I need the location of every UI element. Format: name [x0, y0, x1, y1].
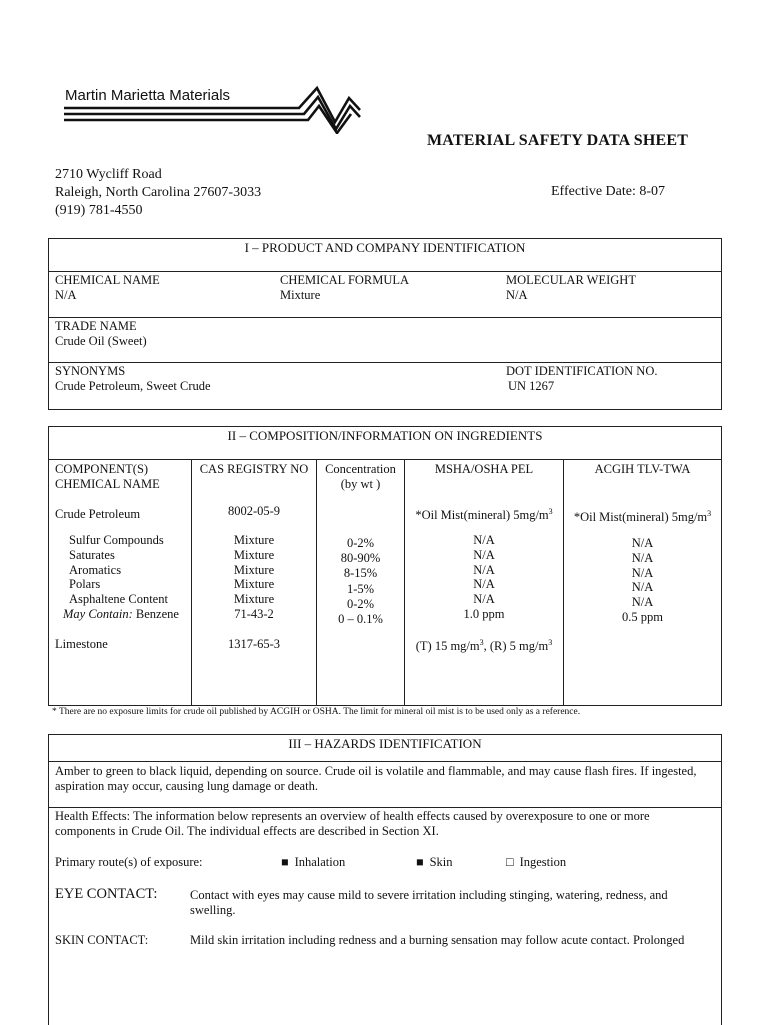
component-name: Aromatics	[69, 562, 122, 577]
unchecked-box-icon: □	[506, 855, 514, 869]
component-concentration: 80-90%	[340, 551, 381, 566]
crude-petroleum-cas: 8002-05-9	[227, 504, 281, 518]
address-city: Raleigh, North Carolina 27607-3033	[55, 185, 262, 200]
concentration-unit-header: (by wt )	[340, 477, 381, 491]
component-name-benzene: May Contain: Benzene	[63, 606, 179, 621]
component-pel: N/A	[473, 562, 495, 577]
eye-contact-line: Contact with eyes may cause mild to severe irritation including stinging, watering, redness, and	[190, 888, 668, 902]
pel-header: MSHA/OSHA PEL	[434, 462, 534, 476]
component-tlv: N/A	[631, 565, 654, 580]
molecular-weight-label: MOLECULAR WEIGHT	[506, 273, 636, 287]
chemical-name-value: N/A	[55, 288, 77, 302]
component-cas: 71-43-2	[234, 606, 274, 621]
molecular-weight-value: N/A	[506, 288, 528, 302]
component-cas: Mixture	[233, 562, 275, 577]
company-address	[55, 166, 261, 220]
chemical-name-header: CHEMICAL NAME	[55, 477, 160, 491]
component-concentration: 8-15%	[343, 566, 378, 581]
dot-id-label: DOT IDENTIFICATION NO.	[506, 364, 658, 378]
limestone-pel: (T) 15 $mg/m^3$, (R) 5 $mg/m^3$	[415, 638, 553, 654]
eye-contact-label: EYE CONTACT:	[55, 886, 158, 902]
component-tlv: 0.5 ppm	[622, 609, 663, 624]
synonyms-label: SYNONYMS	[55, 364, 126, 378]
hazard-description-line: aspiration may occur, causing lung damage or death.	[55, 779, 318, 793]
checked-box-icon: ■	[281, 855, 289, 869]
component-cas: Mixture	[233, 577, 275, 592]
component-concentration: 0 – 0.1%	[338, 612, 383, 627]
component-cas: Mixture	[233, 547, 275, 562]
dot-id-value: UN 1267	[508, 379, 555, 393]
component-name: Polars	[69, 577, 101, 592]
limestone-name: Limestone	[55, 637, 108, 651]
address-phone: (919) 781-4550	[55, 203, 143, 218]
section-1-heading: I – PRODUCT AND COMPANY IDENTIFICATION	[244, 240, 526, 255]
component-name: Asphaltene Content	[69, 592, 168, 607]
eye-contact-line: swelling.	[190, 903, 236, 917]
tlv-header: ACGIH TLV-TWA	[594, 462, 691, 476]
component-header: COMPONENT(S)	[55, 462, 149, 476]
chemical-name-label: CHEMICAL NAME	[55, 273, 160, 287]
component-pel: N/A	[473, 592, 495, 607]
component-cas: Mixture	[233, 592, 275, 607]
cas-header: CAS REGISTRY NO	[199, 462, 309, 476]
component-pel: N/A	[473, 577, 495, 592]
company-name: Martin Marietta Materials	[65, 87, 231, 104]
health-effects-line: components in Crude Oil. The individual effects are described in Section XI.	[55, 824, 439, 838]
component-pel: 1.0 ppm	[463, 606, 505, 621]
document-title: MATERIAL SAFETY DATA SHEET	[427, 132, 689, 149]
component-cas: Mixture	[233, 533, 275, 547]
component-tlv: N/A	[631, 580, 654, 595]
exposure-footnote: * There are no exposure limits for crude oil published by ACGIH or OSHA. The limit for mineral oil mist is to be used only as a reference.	[52, 707, 581, 717]
concentration-header: Concentration	[325, 462, 396, 476]
route-ingestion: □ Ingestion	[506, 855, 567, 869]
component-pel: N/A	[473, 547, 495, 562]
section-2-box	[48, 426, 722, 706]
address-street: 2710 Wycliff Road	[55, 167, 162, 182]
section-1-box	[48, 238, 722, 410]
hazard-description-line: Amber to green to black liquid, depending on source. Crude oil is volatile and flammable, and may cause flash fires. If ingested,	[55, 764, 697, 778]
crude-petroleum-pel: *Oil Mist(mineral) $5mg/m^3$	[415, 507, 553, 523]
synonyms-value: Crude Petroleum, Sweet Crude	[55, 379, 211, 393]
component-pel: N/A	[473, 533, 495, 547]
component-concentration: 0-2%	[346, 536, 375, 550]
crude-petroleum-tlv: *Oil Mist(mineral) $5mg/m^3$	[573, 509, 712, 525]
chemical-formula-value: Mixture	[280, 288, 321, 302]
section-3-heading: III – HAZARDS IDENTIFICATION	[288, 736, 482, 751]
crude-petroleum-name: Crude Petroleum	[55, 507, 141, 521]
effective-date: Effective Date: 8-07	[551, 184, 666, 199]
chemical-formula-label: CHEMICAL FORMULA	[280, 273, 410, 287]
section-2-heading: II – COMPOSITION/INFORMATION ON INGREDIENTS	[227, 428, 543, 443]
health-effects-line: Health Effects: The information below represents an overview of health effects caused by overexposure to one or more	[55, 809, 650, 823]
route-inhalation: ■ Inhalation	[281, 855, 346, 869]
component-concentration: 0-2%	[346, 596, 375, 611]
route-skin: ■ Skin	[416, 855, 453, 869]
limestone-cas: 1317-65-3	[227, 637, 281, 651]
skin-contact-line: Mild skin irritation including redness and a burning sensation may follow acute contact. Prolonged	[190, 933, 685, 947]
checked-box-icon: ■	[416, 855, 424, 869]
component-tlv: N/A	[631, 536, 654, 550]
component-tlv: N/A	[631, 550, 654, 565]
component-name: Sulfur Compounds	[69, 533, 164, 547]
section-3-box	[48, 734, 722, 1025]
component-tlv: N/A	[631, 595, 654, 610]
skin-contact-label: SKIN CONTACT:	[55, 933, 149, 947]
company-logo-icon	[64, 82, 364, 134]
trade-name-label: TRADE NAME	[55, 319, 137, 333]
trade-name-value: Crude Oil (Sweet)	[55, 334, 147, 348]
component-name: Saturates	[69, 547, 115, 562]
component-concentration: 1-5%	[346, 581, 375, 596]
exposure-routes-label: Primary route(s) of exposure:	[55, 855, 203, 869]
